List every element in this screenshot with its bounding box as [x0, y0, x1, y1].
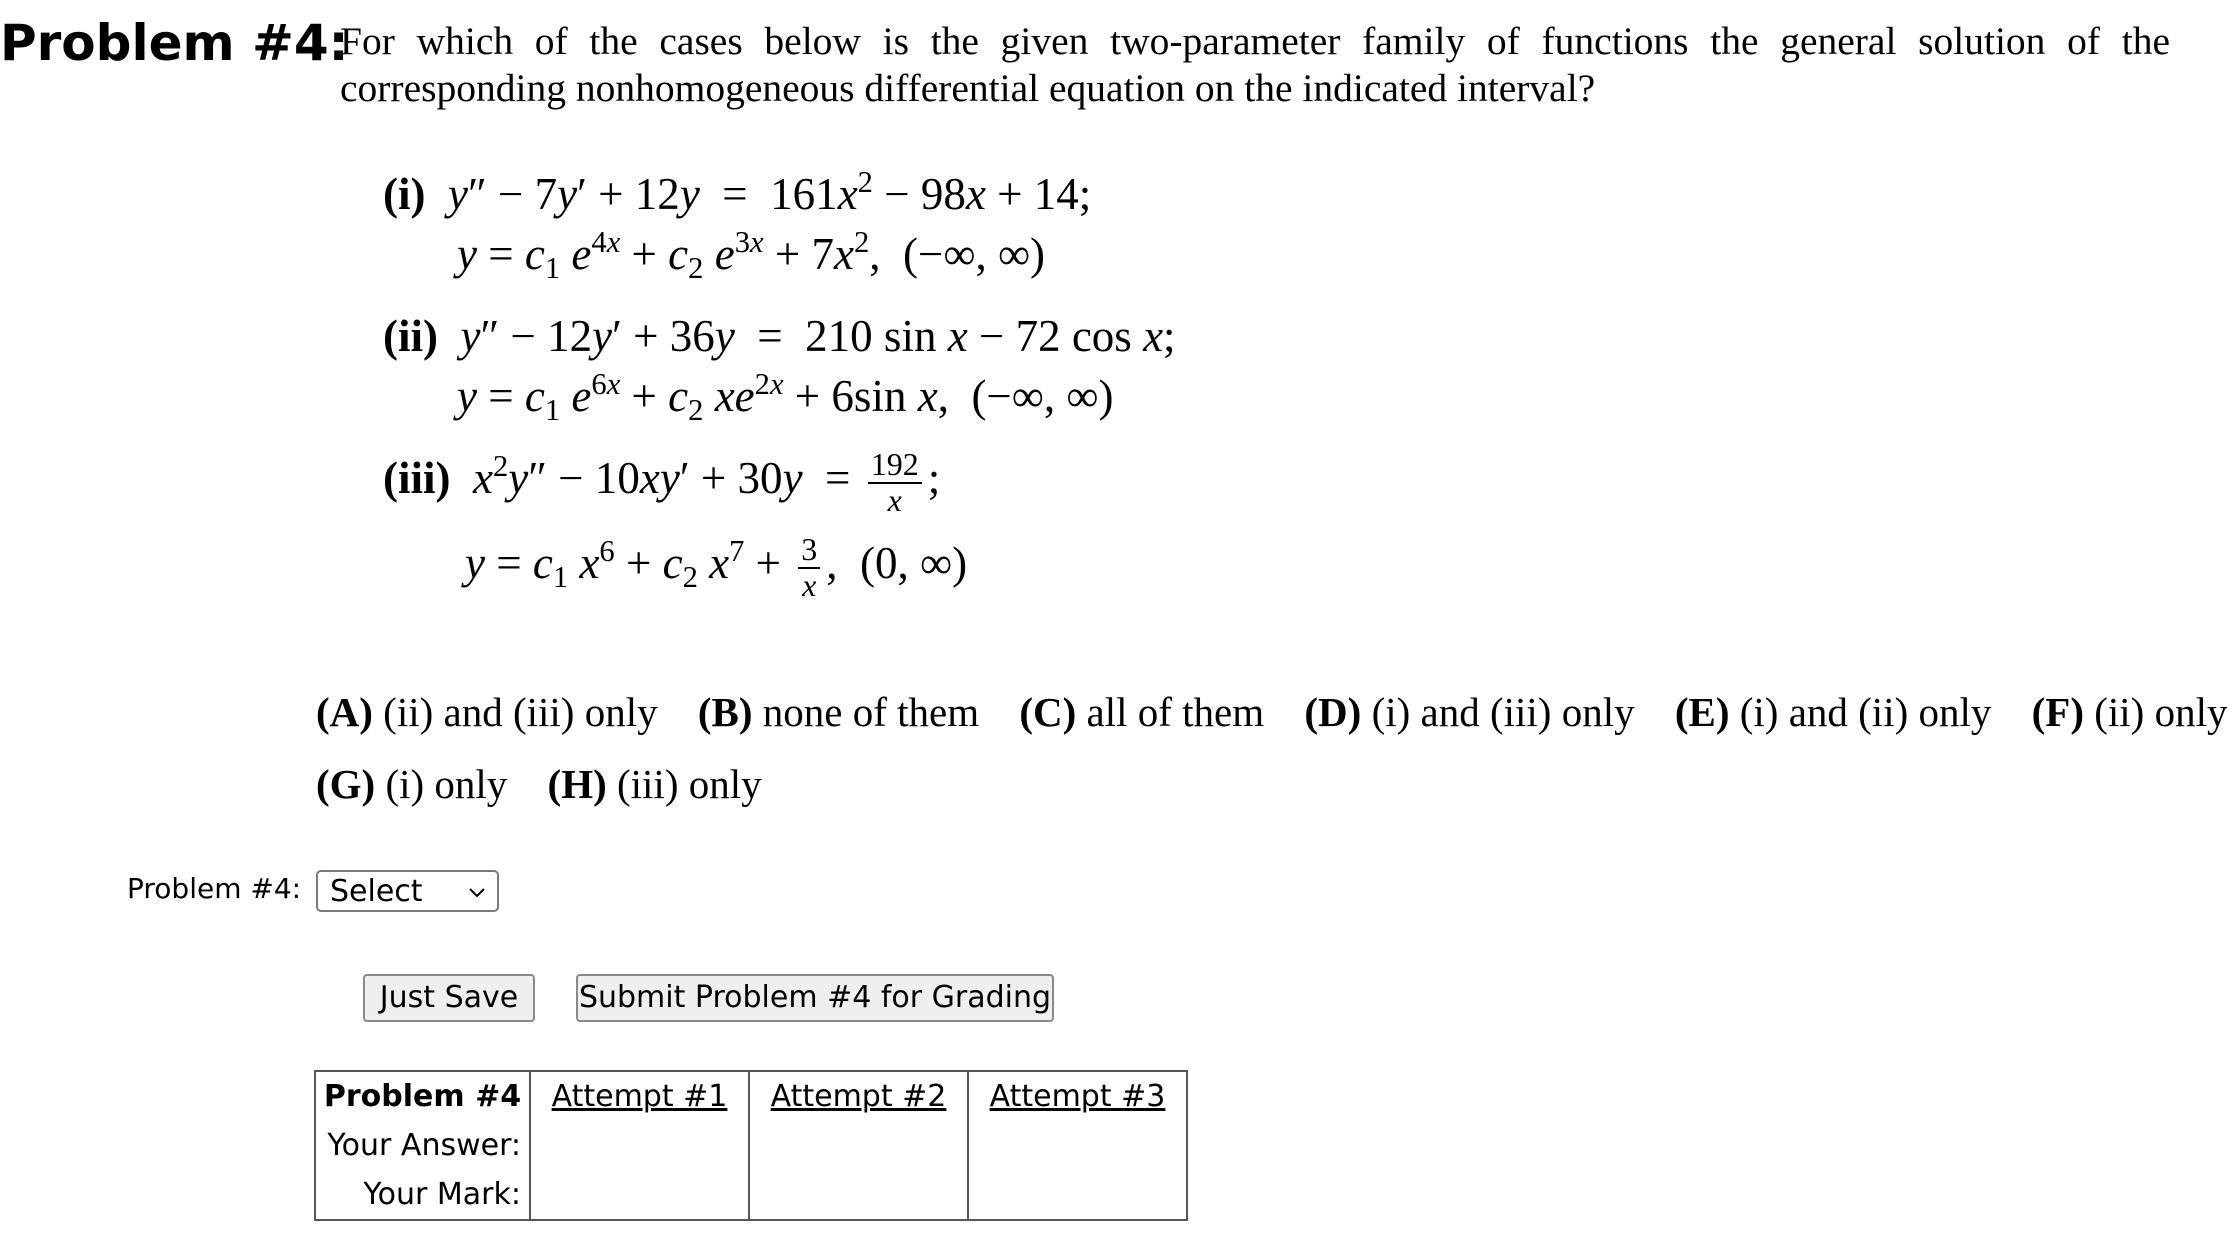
question-text: For which of the cases below is the given two-parameter family of functions the general solution of the corresponding nonhomogeneous differential equation on the indicated interval? [340, 19, 2170, 110]
option-c: (C) all of them [1019, 689, 1265, 735]
option-e: (E) (i) and (ii) only [1674, 689, 1992, 735]
option-d: (D) (i) and (iii) only [1304, 689, 1635, 735]
option-a: (A) (ii) and (iii) only [316, 689, 658, 735]
attempt-3-link[interactable]: Attempt #3 [989, 1079, 1166, 1114]
option-f: (F) (ii) only [2031, 689, 2227, 735]
option-h: (H) (iii) only [547, 761, 762, 807]
option-b: (B) none of them [697, 689, 980, 735]
attempt-1-link[interactable]: Attempt #1 [551, 1079, 728, 1114]
case-ii-solution: $y = c_1$ $e^{6x} + c_2$ $xe^{2x} + 6\sin$ x, (−∞, ∞) [457, 367, 1114, 428]
answer-label: Problem #4: [127, 872, 302, 905]
chevron-down-icon [467, 872, 487, 918]
case-iii-equation: (iii) $x^2y'' - 10xy' + 30y$ = $\frac{192}{x}$ ; [383, 446, 941, 518]
case-i-solution: $y = c_1$ $e^{4x} + c_2$ $e^{3x} + 7x^2$, (−∞, ∞) [457, 225, 1046, 286]
attempt-2-column [749, 1071, 968, 1220]
table-label-column [315, 1071, 530, 1220]
problem-heading: Problem #4: [0, 14, 349, 72]
just-save-button[interactable]: Just Save [363, 974, 535, 1022]
your-mark-label: Your Mark: [363, 1177, 521, 1212]
case-i-equation: (i) $y'' - 7y' + 12y = 161x^2 - 98x + 14$; [383, 165, 1092, 219]
case-ii-equation: (ii) y″ − 12y′ + 36y = 210 sin x − 72 cos x; [383, 311, 1176, 361]
attempt-3-column [968, 1071, 1187, 1220]
answer-select[interactable] [316, 870, 499, 912]
table-header-problem: Problem #4 [323, 1079, 522, 1114]
case-iii-solution: $y = c_1$ $x^6 + c_2$ $x^7$ + $\frac{3}{x}$ , (0, ∞) [465, 531, 968, 603]
option-g: (G) (i) only [316, 761, 508, 807]
options-line-1 [316, 688, 2227, 736]
case-ii-label: (ii) [383, 311, 438, 361]
case-i-label: (i) [383, 169, 426, 219]
attempt-2-link[interactable]: Attempt #2 [770, 1079, 947, 1114]
options-line-2 [316, 760, 792, 808]
submit-button[interactable]: Submit Problem #4 for Grading [576, 974, 1054, 1022]
answer-select-value: Select [330, 874, 423, 909]
attempts-table [314, 1070, 1188, 1221]
case-iii-label: (iii) [383, 452, 451, 503]
your-answer-label: Your Answer: [327, 1128, 521, 1163]
attempt-1-column [530, 1071, 749, 1220]
